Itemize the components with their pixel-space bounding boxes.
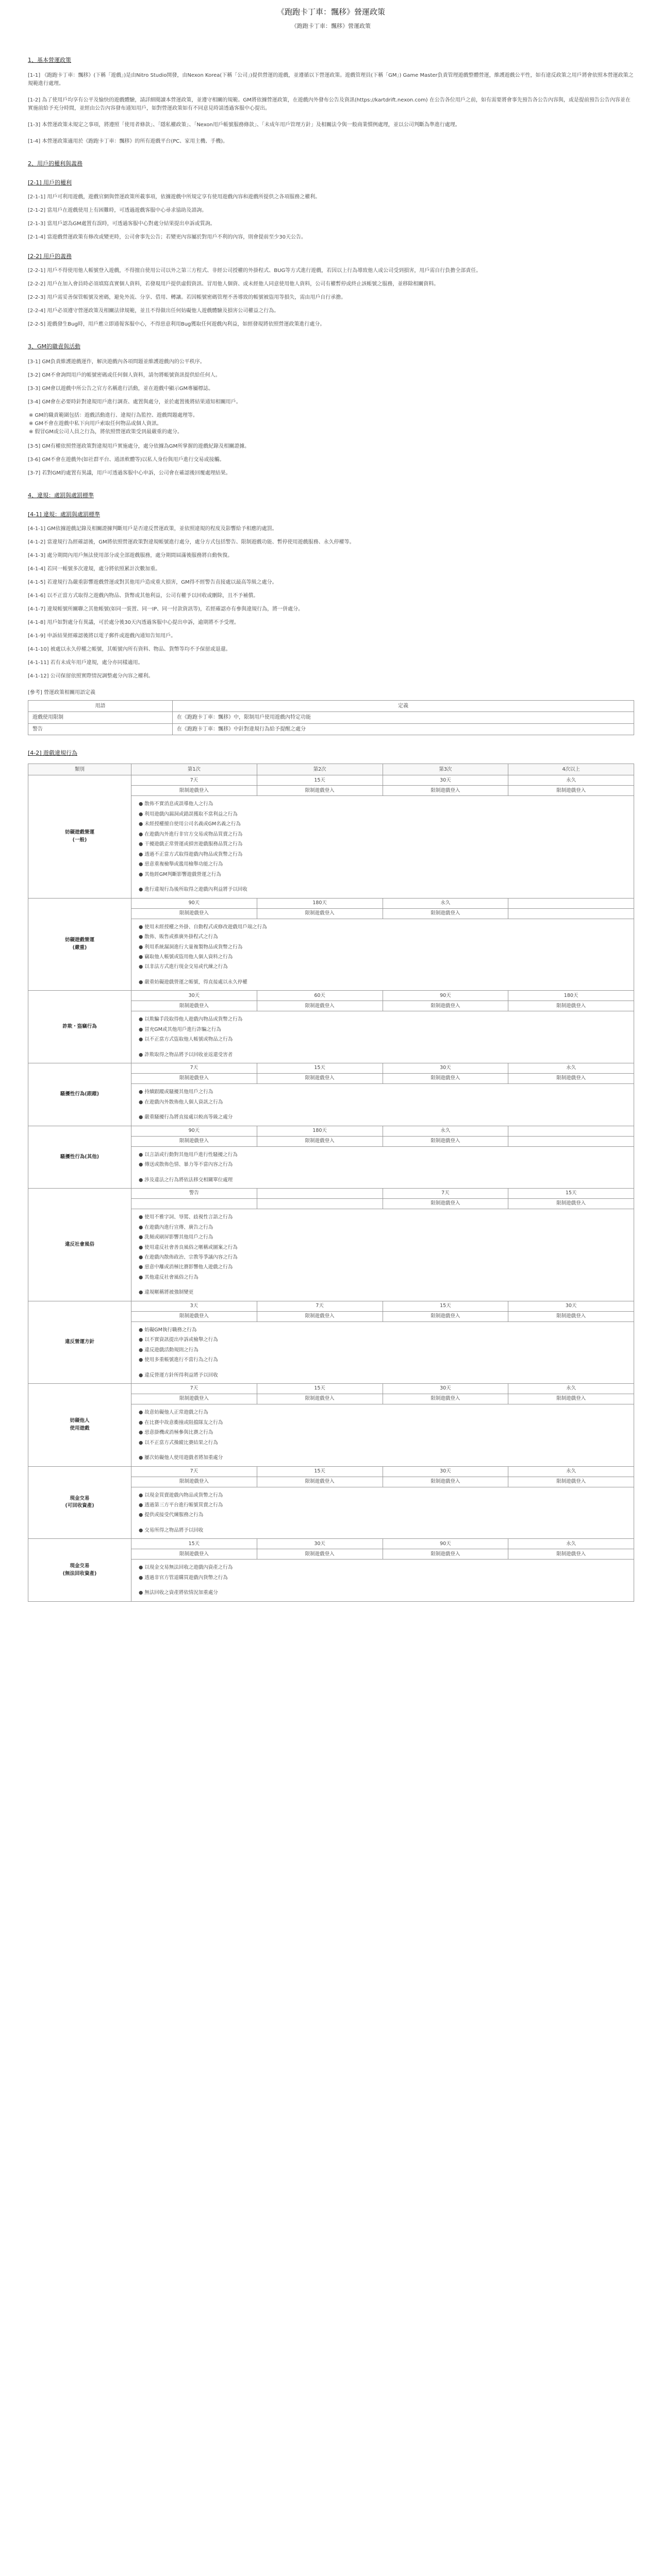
- section-3-bullet: ※ GM的職責範圍包括：遊戲活動進行、違規行為監控、遊戲問題處理等。: [29, 413, 198, 419]
- penalty-restriction: 限制遊戲登入: [257, 1136, 383, 1146]
- penalty-rules-cell: [131, 1321, 634, 1383]
- section-3-line: [3-5] GM有權依照營運政策對違規用戶實施處分，處分依據為GM所掌握的遊戲紀錄及相關證據。: [28, 444, 250, 450]
- penalty-duration: 15天: [257, 775, 383, 786]
- penalty-rule: ● 在比賽中故意衝撞或阻擋隊友之行為: [139, 1419, 223, 1426]
- terms-head-definition: 定義: [173, 700, 634, 712]
- penalty-duration: [508, 1126, 634, 1136]
- section-2-2-line: [2-2-2] 用戶在加入會員時必須填寫真實個人資料，若發現用戶提供虛假資訊、冒用他人個資、或未經他人同意使用他人資料，公司有權暫停或終止該帳號之服務，並移除相關資料。: [28, 281, 439, 287]
- section-3-bullet: ※ GM不會在遊戲中私下向用戶索取任何物品或個人資訊。: [29, 421, 162, 427]
- penalty-rules-cell: [131, 796, 634, 898]
- penalty-rule-spacer: [139, 1107, 626, 1112]
- penalty-duration: 30天: [131, 991, 257, 1001]
- penalty-rule: ● 洗頻或刷屏影響其他用戶之行為: [139, 1234, 213, 1241]
- penalty-duration: 60天: [257, 991, 383, 1001]
- penalty-duration: 15天: [383, 1301, 508, 1311]
- penalty-duration: 90天: [131, 1126, 257, 1136]
- penalty-restriction: 限制遊戲登入: [508, 1549, 634, 1560]
- terms-row: [28, 712, 634, 724]
- penalty-rule: ● 使用多重帳號進行不當行為之行為: [139, 1357, 218, 1363]
- penalty-restriction: 限制遊戲登入: [383, 1549, 508, 1560]
- penalty-restriction: [131, 1199, 257, 1209]
- penalty-restriction: 限制遊戲登入: [131, 1477, 257, 1487]
- penalty-duration: 永久: [508, 1384, 634, 1394]
- penalty-restriction: 限制遊戲登入: [131, 1394, 257, 1404]
- penalty-duration: 7天: [131, 775, 257, 786]
- penalty-rule: ● 以現金交易無法回收之遊戲內資產之行為: [139, 1565, 233, 1571]
- penalty-rule: ● 在遊戲內散佈政治、宗教等爭議內容之行為: [139, 1254, 238, 1260]
- penalty-head-2: 第2次: [257, 764, 383, 775]
- penalty-category: 妨礙他人 使用遊戲: [28, 1384, 131, 1466]
- penalty-row-durations: [28, 1539, 634, 1549]
- penalty-duration: 90天: [383, 1539, 508, 1549]
- penalty-restriction: 限制遊戲登入: [383, 1001, 508, 1011]
- section-4-1-line: [4-1-7] 違規帳號所關聯之其他帳號(如同一裝置、同一IP、同一付款資訊等)，若經確認亦有參與違規行為，將一併處分。: [28, 606, 304, 613]
- section-1-paragraph: [1-2] 為了使用戶均享有公平及愉快的遊戲體驗，請詳細閱讀本營運政策，並遵守相關的規範。GM將依據營運政策，在遊戲內外發布公告及資訊(https://kartdrift.nexon.com) 在公告各位用戶之前，如有需要將會事先預告各公告內容與，或是提前預告公告內容並在實施前給予充分時間，並經由公告內容發布通知用戶，如對營運政策如有不同意見時請透過客服中心提出。: [28, 97, 631, 112]
- penalty-rule-spacer: [139, 1170, 626, 1175]
- section-4-1-line: [4-1-12] 公司保留依照實際情況調整處分內容之權利。: [28, 673, 154, 680]
- section-2-2-line: [2-2-3] 用戶需妥善保管帳號及密碼，避免外流、分享、借用、轉讓。若因帳號密碼管理不善導致的帳號被盜用等損失，需由用戶自行承擔。: [28, 295, 346, 301]
- section-3-line: [3-7] 若對GM的處置有異議，用戶可透過客服中心申訴，公司會在確認後回覆處理結果。: [28, 470, 231, 477]
- section-4-2-heading: [4-2] 遊戲違規行為: [28, 750, 78, 757]
- page-subtitle: 《跑跑卡丁車：飄移》營運政策: [291, 23, 371, 29]
- penalty-rule: ● 利用系統漏洞進行大量複製物品或貨幣之行為: [139, 944, 243, 950]
- penalty-restriction: 限制遊戲登入: [383, 908, 508, 919]
- penalty-rule: ● 透過不正當方式取得遊戲內物品或貨幣之行為: [139, 851, 243, 857]
- penalty-after-note: ● 屢次妨礙他人使用遊戲者將加重處分: [139, 1455, 223, 1461]
- penalty-category: 違反社會風俗: [28, 1189, 131, 1301]
- penalty-duration: 30天: [383, 1466, 508, 1477]
- penalty-table: [28, 764, 634, 1601]
- penalty-duration: 180天: [508, 991, 634, 1001]
- penalty-category: 騷擾性行為(其他): [28, 1126, 131, 1188]
- penalty-rule: ● 其他經GM判斷影響遊戲營運之行為: [139, 871, 221, 877]
- penalty-restriction: 限制遊戲登入: [257, 786, 383, 796]
- penalty-rule: ● 故意妨礙他人正常遊戲之行為: [139, 1410, 208, 1416]
- penalty-after-note: ● 交易所得之物品將予以回收: [139, 1527, 204, 1533]
- penalty-row-durations: [28, 898, 634, 908]
- penalty-rules-cell: [131, 1146, 634, 1188]
- penalty-duration: 永久: [383, 1126, 508, 1136]
- terms-head-term: 用語: [28, 700, 173, 712]
- section-2-2-line: [2-2-5] 遊戲發生Bug時，用戶應立即通報客服中心，不得惡意利用Bug獲取任何遊戲內利益，如經發現將依照營運政策進行處分。: [28, 321, 325, 328]
- penalty-after-note: ● 詐欺取得之物品將予以回收並返還受害者: [139, 1052, 233, 1058]
- penalty-restriction: 限制遊戲登入: [383, 1394, 508, 1404]
- penalty-rule: ● 使用未經授權之外掛、自動程式或修改遊戲用戶端之行為: [139, 924, 267, 930]
- penalty-duration: 15天: [257, 1384, 383, 1394]
- penalty-rule-spacer: [139, 1448, 626, 1453]
- penalty-row-durations: [28, 1063, 634, 1074]
- penalty-restriction: [508, 908, 634, 919]
- penalty-restriction: 限制遊戲登入: [383, 1477, 508, 1487]
- penalty-category: 詐欺・盜竊行為: [28, 991, 131, 1063]
- penalty-rule: ● 在遊戲內外進行非官方交易或物品買賣之行為: [139, 831, 243, 837]
- penalty-restriction: 限制遊戲登入: [257, 1001, 383, 1011]
- penalty-restriction: 限制遊戲登入: [131, 1136, 257, 1146]
- penalty-row-durations: [28, 1466, 634, 1477]
- section-4-1-line: [4-1-5] 若違規行為嚴重影響遊戲營運或對其他用戶造成重大損害，GM得不經警告直接處以最高等級之處分。: [28, 580, 277, 586]
- section-3-line: [3-2] GM不會詢問用戶的帳號密碼或任何個人資料，請勿將帳號資訊提供給任何人。: [28, 372, 221, 379]
- penalty-restriction: 限制遊戲登入: [508, 1311, 634, 1321]
- penalty-after-note: ● 嚴重妨礙遊戲營運之帳號，得直接處以永久停權: [139, 979, 247, 985]
- penalty-category: 妨礙遊戲營運 (一般): [28, 775, 131, 898]
- terms-term: 遊戲使用限制: [28, 712, 173, 724]
- penalty-restriction: 限制遊戲登入: [257, 1477, 383, 1487]
- penalty-category: 妨礙遊戲營運 (嚴重): [28, 898, 131, 991]
- penalty-rule-spacer: [139, 972, 626, 977]
- section-2-2-line: [2-2-4] 用戶必須遵守營運政策及相關法律規範，並且不得做出任何妨礙他人遊戲體驗及損害公司權益之行為。: [28, 308, 279, 314]
- section-4-1-line: [4-1-1] GM依據遊戲記錄及相關證據判斷用戶是否違反營運政策，並依照違規的程度及影響給予相應的處罰。: [28, 526, 277, 532]
- section-1-paragraph: [1-3] 本營運政策未規定之事項，將遵照「使用者條款」、「隱私權政策」、「Nexon用戶帳號服務條款」、「未成年用戶管理方針」及相關法令與一般商業慣例處理，並以公司判斷為準進行處理。: [28, 122, 460, 128]
- penalty-restriction: 限制遊戲登入: [131, 1001, 257, 1011]
- penalty-restriction: [257, 1199, 383, 1209]
- terms-row: [28, 723, 634, 735]
- penalty-rule: ● 以欺騙手段取得他人遊戲內物品或貨幣之行為: [139, 1016, 243, 1023]
- section-1-paragraph: [1-4] 本營運政策適用於《跑跑卡丁車：飄移》的所有遊戲平台(PC、家用主機、手機)。: [28, 139, 228, 145]
- penalty-rule: ● 持續跟蹤或騷擾其他用戶之行為: [139, 1089, 213, 1095]
- section-4-1-line: [4-1-3] 處分期間內用戶無法使用部分或全部遊戲服務，處分期間屆滿後服務將自動恢復。: [28, 553, 233, 559]
- penalty-duration: 警告: [131, 1189, 257, 1199]
- penalty-rule: ● 利用遊戲內漏洞或錯誤獲取不當利益之行為: [139, 811, 238, 817]
- section-4-1-heading: [4-1] 違規：處罰與處罰標準: [28, 511, 101, 518]
- penalty-restriction: 限制遊戲登入: [257, 908, 383, 919]
- penalty-restriction: 限制遊戲登入: [508, 1477, 634, 1487]
- section-4-1-line: [4-1-9] 申訴結果經確認後將以電子郵件或遊戲內通知告知用戶。: [28, 633, 176, 639]
- penalty-after-note: ● 進行違規行為後所取得之遊戲內利益將予以回收: [139, 887, 247, 893]
- penalty-head-3: 第3次: [383, 764, 508, 775]
- section-3-heading: 3、GM的職責與活動: [28, 343, 81, 350]
- penalty-duration: 3天: [131, 1301, 257, 1311]
- penalty-rule-spacer: [139, 1045, 626, 1050]
- penalty-restriction: 限制遊戲登入: [508, 1199, 634, 1209]
- penalty-rule-spacer: [139, 1282, 626, 1287]
- section-2-1-heading: [2-1] 用戶的權利: [28, 179, 72, 187]
- penalty-rule: ● 傳送或散佈色情、暴力等不當內容之行為: [139, 1162, 233, 1168]
- section-4-1-line: [4-1-8] 用戶如對處分有異議，可於處分後30天內透過客服中心提出申訴，逾期將不予受理。: [28, 620, 240, 626]
- penalty-rule: ● 在遊戲內進行宣傳、廣告之行為: [139, 1224, 213, 1230]
- penalty-restriction: 限制遊戲登入: [131, 1311, 257, 1321]
- penalty-restriction: 限制遊戲登入: [257, 1074, 383, 1084]
- penalty-row-durations: [28, 1126, 634, 1136]
- section-4-1-body: [28, 525, 634, 681]
- penalty-duration: 7天: [131, 1063, 257, 1074]
- section-3-line: [3-1] GM負責維護遊戲運作，解決遊戲內各項問題並維護遊戲內的公平秩序。: [28, 359, 205, 365]
- penalty-duration: [508, 898, 634, 908]
- section-4-1-line: [4-1-6] 以不正當方式取得之遊戲內物品、貨幣或其他利益，公司有權予以回收或刪除，且不予補償。: [28, 593, 259, 599]
- penalty-duration: 永久: [508, 775, 634, 786]
- penalty-restriction: 限制遊戲登入: [508, 1394, 634, 1404]
- penalty-rule: ● 未經授權擅自使用公司名義或GM名義之行為: [139, 821, 241, 827]
- penalty-rule: ● 散佈不實消息或誤導他人之行為: [139, 801, 213, 807]
- penalty-rule: ● 透過非官方管道購買遊戲內貨幣之行為: [139, 1574, 228, 1581]
- penalty-duration: 7天: [131, 1384, 257, 1394]
- penalty-rule: ● 使用違反社會善良風俗之暱稱或圖案之行為: [139, 1244, 238, 1250]
- section-4-1-line: [4-1-2] 當違規行為經確認後，GM將依照營運政策對違規帳號進行處分，處分方式包括警告、限制遊戲功能、暫停使用遊戲服務、永久停權等。: [28, 539, 355, 546]
- penalty-duration: 15天: [257, 1063, 383, 1074]
- terms-term: 警告: [28, 723, 173, 735]
- penalty-duration: 15天: [131, 1539, 257, 1549]
- penalty-restriction: 限制遊戲登入: [131, 786, 257, 796]
- section-3-line: [3-6] GM不會在遊戲外(如社群平台、通訊軟體等)以私人身份與用戶進行交易或接觸。: [28, 457, 225, 463]
- section-2-2-line: [2-2-1] 用戶不得使用他人帳號登入遊戲，不得擅自使用公司以外之第三方程式、非經公司授權的外掛程式、BUG等方式進行遊戲，若因以上行為導致他人或公司受到損害，用戶需自行負擔全部責任。: [28, 268, 482, 274]
- penalty-rule: ● 以不實資訊提出申訴或檢舉之行為: [139, 1337, 218, 1343]
- penalty-duration: 15天: [257, 1466, 383, 1477]
- penalty-rules-cell: [131, 1560, 634, 1601]
- penalty-after-note: ● 涉及違法之行為將依法移交相關單位處理: [139, 1177, 233, 1183]
- penalty-after-note: ● 違規暱稱將被強制變更: [139, 1290, 194, 1296]
- penalty-rule: ● 以言語或行動對其他用戶進行性騷擾之行為: [139, 1151, 238, 1158]
- penalty-duration: 永久: [383, 898, 508, 908]
- penalty-rule: ● 妨礙GM執行職務之行為: [139, 1327, 197, 1333]
- penalty-rule-spacer: [139, 1583, 626, 1588]
- penalty-rules-cell: [131, 1209, 634, 1301]
- penalty-rule: ● 其他違反社會風俗之行為: [139, 1274, 198, 1280]
- penalty-restriction: 限制遊戲登入: [383, 1311, 508, 1321]
- penalty-restriction: 限制遊戲登入: [508, 1074, 634, 1084]
- penalty-restriction: 限制遊戲登入: [257, 1394, 383, 1404]
- penalty-duration: 180天: [257, 898, 383, 908]
- section-1-heading: 1、基本營運政策: [28, 57, 71, 63]
- penalty-rule: ● 惡意中離或消極比賽影響他人遊戲之行為: [139, 1264, 233, 1270]
- penalty-duration: 7天: [131, 1466, 257, 1477]
- terms-definition: 在《跑跑卡丁車：飄移》中針對違規行為給予提醒之處分: [173, 723, 634, 735]
- penalty-rule: ● 以現金買賣遊戲內物品或貨幣之行為: [139, 1492, 223, 1498]
- penalty-after-note: ● 嚴重騷擾行為將直接處以較高等級之處分: [139, 1114, 233, 1121]
- section-4-1-line: [4-1-4] 若同一帳號多次違規，處分將依照累計次數加重。: [28, 566, 161, 572]
- penalty-head-1: 第1次: [131, 764, 257, 775]
- terms-definition: 在《跑跑卡丁車：飄移》中，限制用戶使用遊戲內特定功能: [173, 712, 634, 724]
- penalty-duration: 30天: [508, 1301, 634, 1311]
- penalty-category: 現金交易 (無法回收資產): [28, 1539, 131, 1601]
- penalty-duration: 永久: [508, 1466, 634, 1477]
- penalty-category: 騷擾性行為(跟蹤): [28, 1063, 131, 1126]
- section-1-paragraph: [1-1] 《跑跑卡丁車：飄移》(下稱「遊戲」)是由Nitro Studio開發，由Nexon Korea(下稱「公司」)提供營運的遊戲，並遵循以下營運政策。遊戲管理員(下稱「GM」) Game Master負責管理遊戲整體營運，維護遊戲公平性，如有違反政策之用戶將會依照本營運政策之規範進行處理。: [28, 73, 634, 87]
- penalty-duration: 30天: [383, 1063, 508, 1074]
- section-3-body: [28, 358, 634, 478]
- penalty-restriction: 限制遊戲登入: [257, 1549, 383, 1560]
- section-2-2-body: [28, 267, 634, 329]
- penalty-restriction: 限制遊戲登入: [131, 1549, 257, 1560]
- penalty-row-durations: [28, 991, 634, 1001]
- penalty-rule-spacer: [139, 879, 626, 885]
- penalty-head-category: 類別: [28, 764, 131, 775]
- section-4-1-line: [4-1-10] 被處以永久停權之帳號，其帳號內所有資料、物品、貨幣等均不予保留或退還。: [28, 647, 231, 653]
- penalty-rule-spacer: [139, 1520, 626, 1526]
- penalty-rule: ● 惡意掛機或消極參與比賽之行為: [139, 1430, 213, 1436]
- penalty-duration: 90天: [383, 991, 508, 1001]
- penalty-restriction: 限制遊戲登入: [383, 786, 508, 796]
- penalty-restriction: 限制遊戲登入: [131, 1074, 257, 1084]
- penalty-rule-spacer: [139, 1365, 626, 1370]
- penalty-rule: ● 惡意重複檢舉或濫用檢舉功能之行為: [139, 861, 223, 868]
- penalty-rule: ● 使用不雅字詞、辱罵、歧視性言語之行為: [139, 1214, 233, 1221]
- penalty-restriction: 限制遊戲登入: [257, 1311, 383, 1321]
- penalty-rule: ● 透過第三方平台進行帳號買賣之行為: [139, 1502, 223, 1508]
- penalty-restriction: 限制遊戲登入: [383, 1074, 508, 1084]
- section-4-1-line: [4-1-11] 若有未成年用戶違規，處分亦同樣適用。: [28, 660, 143, 666]
- penalty-rule: ● 以不正當方式盜取他人帳號或物品之行為: [139, 1037, 233, 1043]
- penalty-category: 違反營運方針: [28, 1301, 131, 1383]
- section-2-1-line: [2-1-1] 用戶可利用遊戲，遊戲官網與營運政策所載事項，依據遊戲中所規定享有使用遊戲內容和遊戲所提供之各項服務之權利。: [28, 194, 321, 200]
- penalty-row-durations: [28, 1384, 634, 1394]
- section-4-heading: 4、違規：處罰與處罰標準: [28, 492, 94, 499]
- penalty-rule: ● 提供或接受代練服務之行為: [139, 1512, 204, 1518]
- penalty-duration: 180天: [257, 1126, 383, 1136]
- penalty-duration: 15天: [508, 1189, 634, 1199]
- penalty-restriction: 限制遊戲登入: [508, 786, 634, 796]
- penalty-duration: 7天: [257, 1301, 383, 1311]
- penalty-rules-cell: [131, 1011, 634, 1063]
- section-3-line: [3-3] GM會以遊戲中所公告之官方名稱進行活動，並在遊戲中顯示GM專屬標誌。: [28, 386, 214, 392]
- penalty-rule: ● 干擾遊戲正常營運或損害遊戲服務品質之行為: [139, 841, 243, 848]
- penalty-restriction: 限制遊戲登入: [383, 1136, 508, 1146]
- penalty-rule: ● 以不正當方式操縱比賽結果之行為: [139, 1439, 218, 1446]
- section-3-bullet: ※ 假冒GM或公司人員之行為，將依照營運政策受到最嚴重的處分。: [29, 429, 183, 435]
- penalty-restriction: 限制遊戲登入: [383, 1199, 508, 1209]
- penalty-rule: ● 散佈、販售或推廣外掛程式之行為: [139, 934, 218, 940]
- penalty-rules-cell: [131, 1404, 634, 1466]
- penalty-restriction: [508, 1136, 634, 1146]
- penalty-rules-cell: [131, 1487, 634, 1539]
- penalty-rule: ● 違反遊戲活動規則之行為: [139, 1347, 198, 1353]
- section-2-1-body: [28, 193, 634, 242]
- terms-note: [參考] 營運政策相關用語定義: [28, 690, 95, 696]
- penalty-after-note: ● 違反營運方針所得利益將予以回收: [139, 1372, 218, 1378]
- section-1-body: [28, 72, 634, 146]
- section-2-1-line: [2-1-3] 當用戶認為GM處置有誤時，可透過客服中心對處分結果提出申訴或質詢。: [28, 221, 216, 227]
- penalty-duration: 30天: [383, 1384, 508, 1394]
- penalty-duration: 永久: [508, 1539, 634, 1549]
- terms-table: [28, 700, 634, 736]
- section-2-1-line: [2-1-4] 當遊戲營運政策有修改或變更時，公司會事先公告；若變更內容屬於對用戶不利的內容，則會提前至少30天公告。: [28, 234, 307, 241]
- penalty-head-4: 4次以上: [508, 764, 634, 775]
- section-2-1-line: [2-1-2] 當用戶在遊戲使用上有困難時，可透過遊戲客服中心尋求協助及諮詢。: [28, 208, 207, 214]
- penalty-row-durations: [28, 1301, 634, 1311]
- penalty-rules-cell: [131, 1084, 634, 1126]
- penalty-rule: ● 在遊戲內外散佈他人個人資訊之行為: [139, 1099, 223, 1105]
- penalty-rules-cell: [131, 919, 634, 991]
- penalty-restriction: 限制遊戲登入: [131, 908, 257, 919]
- section-3-line: [3-4] GM會在必要時針對違規用戶進行調查、處置與處分，並於處置後將結果通知相關用戶。: [28, 399, 241, 405]
- penalty-duration: 30天: [257, 1539, 383, 1549]
- section-2-2-heading: [2-2] 用戶的義務: [28, 253, 72, 260]
- section-3-spacer: [28, 436, 634, 443]
- page-title: 《跑跑卡丁車：飄移》營運政策: [276, 7, 385, 16]
- penalty-restriction: 限制遊戲登入: [508, 1001, 634, 1011]
- penalty-duration: 7天: [383, 1189, 508, 1199]
- penalty-rule: ● 冒充GM或其他用戶進行詐騙之行為: [139, 1026, 221, 1032]
- penalty-duration: 30天: [383, 775, 508, 786]
- penalty-duration: 永久: [508, 1063, 634, 1074]
- section-2-heading: 2、用戶的權利與義務: [28, 160, 82, 167]
- penalty-row-durations: [28, 1189, 634, 1199]
- penalty-rule: ● 竊取他人帳號或盜用他人個人資料之行為: [139, 954, 233, 960]
- penalty-after-note: ● 無法回收之資產將依情況加重處分: [139, 1590, 218, 1596]
- penalty-row-durations: [28, 775, 634, 786]
- penalty-rule: ● 以非法方式進行現金交易或代練之行為: [139, 964, 228, 970]
- penalty-duration: 90天: [131, 898, 257, 908]
- penalty-duration: [257, 1189, 383, 1199]
- penalty-category: 現金交易 (可回收資產): [28, 1466, 131, 1539]
